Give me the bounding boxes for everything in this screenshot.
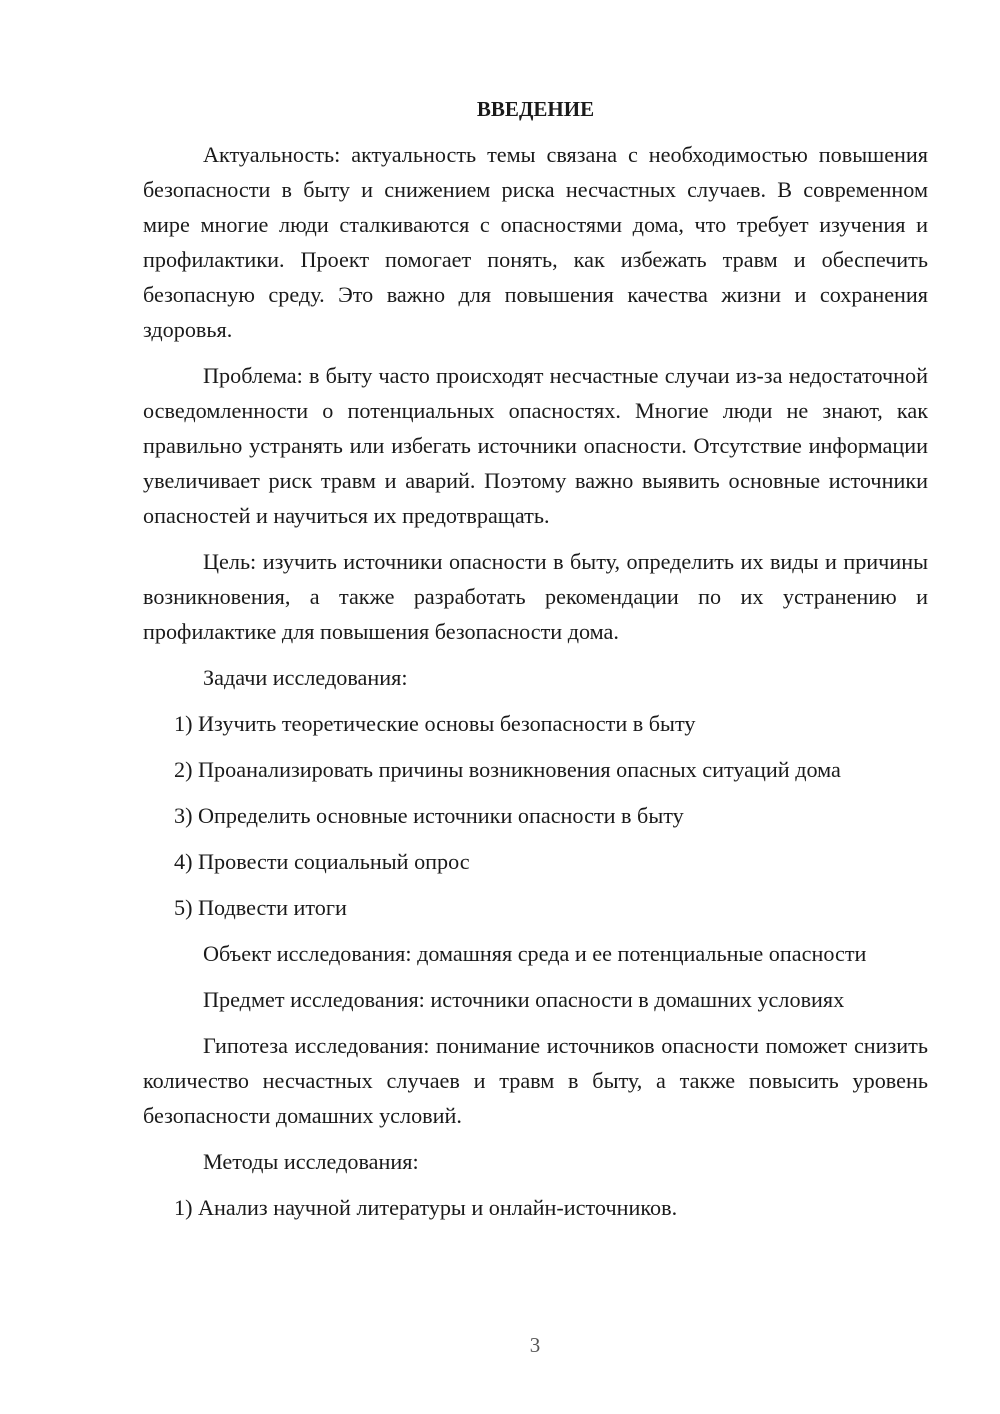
subject-paragraph: Предмет исследования: источники опасности в домашних условиях	[203, 987, 845, 1012]
goal-paragraph: Цель: изучить источники опасности в быту, определить их виды и причины возникновения, а также разработать рекомендации по их устранению и профилактике для повышения безопасности дома.	[143, 549, 928, 644]
relevance-paragraph: Актуальность: актуальность темы связана с необходимостью повышения безопасности в быту и снижением риска несчастных случаев. В современном мире многие люди сталкиваются с опасностями дома, что требует изучения и профилактики. Проект помогает понять, как избежать травм и обеспечить безопасную среду. Это важно для повышения качества жизни и сохранения здоровья.	[143, 142, 928, 342]
methods-title: Методы исследования:	[203, 1149, 419, 1174]
task-item: 1) Изучить теоретические основы безопасности в быту	[174, 711, 696, 736]
object-paragraph: Объект исследования: домашняя среда и ее потенциальные опасности	[203, 941, 867, 966]
hypothesis-paragraph: Гипотеза исследования: понимание источников опасности поможет снизить количество несчастных случаев и травм в быту, а также повысить уровень безопасности домашних условий.	[143, 1033, 928, 1128]
task-item: 2) Проанализировать причины возникновения опасных ситуаций дома	[174, 757, 841, 782]
problem-paragraph: Проблема: в быту часто происходят несчастные случаи из-за недостаточной осведомленности о потенциальных опасностях. Многие люди не знают, как правильно устранять или избегать источники опасности. Отсутствие информации увеличивает риск травм и аварий. Поэтому важно выявить основные источники опасностей и научиться их предотвращать.	[143, 363, 928, 528]
tasks-title: Задачи исследования:	[203, 665, 408, 690]
method-item: 1) Анализ научной литературы и онлайн-источников.	[174, 1195, 678, 1220]
page-content	[143, 92, 928, 1236]
page-heading: ВВЕДЕНИЕ	[476, 97, 595, 121]
task-item: 4) Провести социальный опрос	[174, 849, 470, 874]
task-item: 3) Определить основные источники опасности в быту	[174, 803, 684, 828]
page-number: 3	[529, 1333, 541, 1357]
task-item: 5) Подвести итоги	[174, 895, 347, 920]
